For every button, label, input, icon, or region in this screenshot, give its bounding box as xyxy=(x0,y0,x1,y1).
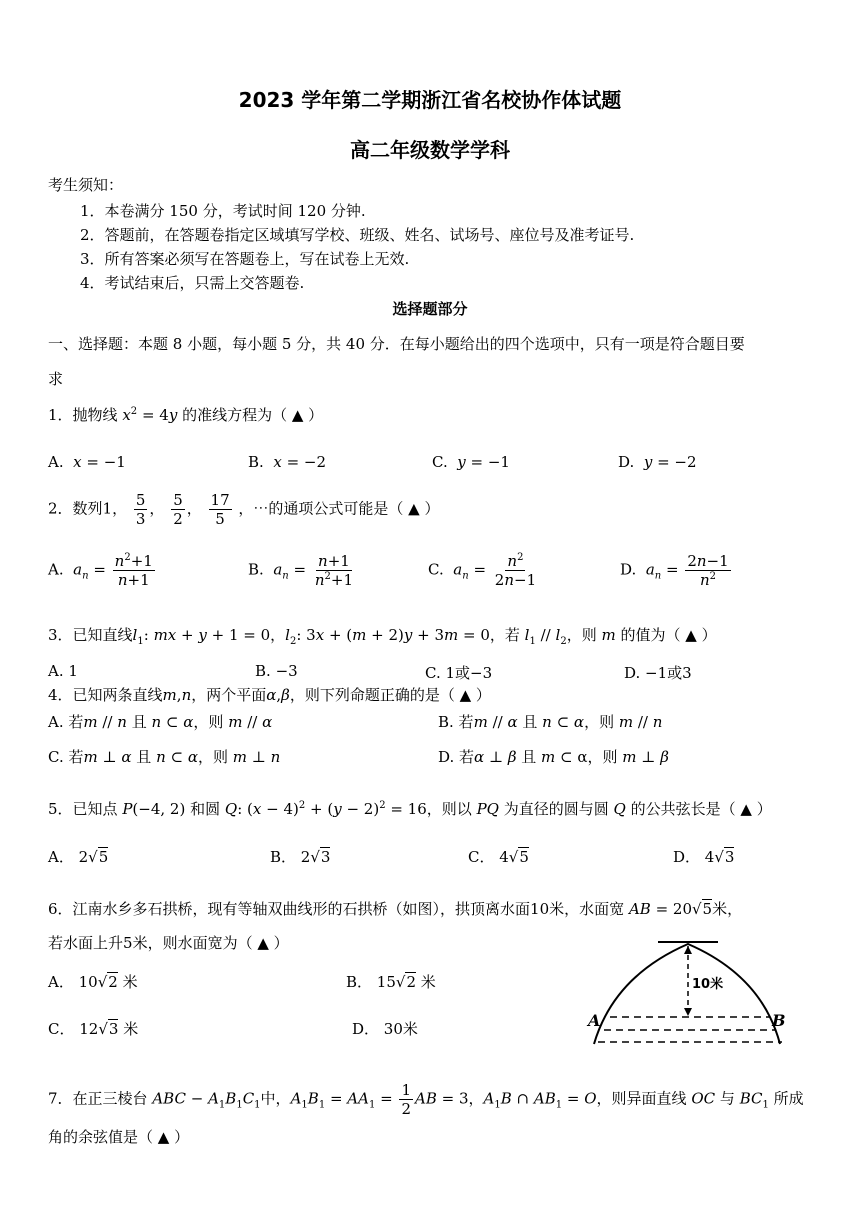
arch-curve xyxy=(594,944,780,1044)
notice-heading: 考生须知： xyxy=(48,176,124,194)
q1-option-c: C. y = −1 xyxy=(432,453,510,471)
q6-option-a: A． 10√2 米 xyxy=(48,973,138,991)
question-3: 3．已知直线$l_1$: mx + y + 1 = 0，$l_2$: 3x + (m + 2)y + 3m = 0，若 $l_1 // l_2$，则 m 的值为（ ▲ ） xyxy=(48,626,717,647)
question-7-cont: 角的余弦值是（ ▲ ） xyxy=(48,1128,190,1146)
point-a-label: A xyxy=(588,1011,601,1030)
q1-option-d: D. y = −2 xyxy=(618,453,697,471)
question-6-cont: 若水面上升5米，则水面宽为（ ▲ ） xyxy=(48,934,289,952)
question-4: 4．已知两条直线m,n，两个平面α,β，则下列命题正确的是（ ▲ ） xyxy=(48,686,491,704)
q3-option-c: C. 1或−3 xyxy=(425,664,493,682)
notice-item: 4．考试结束后，只需上交答题卷. xyxy=(80,274,305,292)
q4-option-b: B. 若m // α 且 n ⊂ α，则 m // n xyxy=(438,713,663,731)
q3-option-b: B. −3 xyxy=(255,662,298,680)
arch-bridge-figure xyxy=(580,936,800,1048)
q4-option-c: C. 若m ⊥ α 且 n ⊂ α，则 m ⊥ n xyxy=(48,748,281,766)
question-1: 1．抛物线 $x^2 = 4y$ 的准线方程为（ ▲ ） xyxy=(48,406,324,424)
exam-subtitle: 高二年级数学学科 xyxy=(350,138,510,162)
q5-option-a: A． 2√5 xyxy=(48,848,109,866)
q1-option-a: A. x = −1 xyxy=(48,453,126,471)
q1-option-b: B. x = −2 xyxy=(248,453,327,471)
q5-option-b: B． 2√3 xyxy=(270,848,331,866)
q5-option-c: C． 4√5 xyxy=(468,848,529,866)
section-intro: 一、选择题：本题 8 小题，每小题 5 分，共 40 分．在每小题给出的四个选项中，只有一项是符合题目要 xyxy=(48,335,745,353)
q2-option-c: C. $a_n$ = $\frac{n^2}{2n-1}$ xyxy=(428,552,537,589)
arrow-up-icon xyxy=(684,946,692,954)
q2-option-a: A. $a_n$ = $\frac{n^2+1}{n+1}$ xyxy=(48,552,153,589)
q4-option-d: D. 若α ⊥ β 且 m ⊂ α，则 m ⊥ β xyxy=(438,748,669,766)
height-label: 10米 xyxy=(692,977,724,992)
section-title: 选择题部分 xyxy=(392,300,468,318)
exam-title: 2023 学年第二学期浙江省名校协作体试题 xyxy=(238,88,622,112)
arrow-down-icon xyxy=(684,1008,692,1016)
point-b-label: B xyxy=(772,1011,786,1030)
notice-item: 1．本卷满分 150 分，考试时间 120 分钟. xyxy=(80,202,366,220)
question-5: 5．已知点 P(−4, 2) 和圆 Q: $(x - 4)^2 + (y - 2)^2 = 16$，则以 PQ 为直径的圆与圆 Q 的公共弦长是（ ▲ ） xyxy=(48,800,772,818)
q5-option-d: D． 4√3 xyxy=(673,848,735,866)
q3-option-d: D. −1或3 xyxy=(624,664,692,682)
q6-option-d: D． 30米 xyxy=(352,1020,418,1038)
notice-item: 3．所有答案必须写在答题卷上，写在试卷上无效. xyxy=(80,250,410,268)
q6-option-b: B． 15√2 米 xyxy=(346,973,436,991)
notice-item: 2．答题前，在答题卷指定区域填写学校、班级、姓名、试场号、座位号及准考证号. xyxy=(80,226,635,244)
q2-option-d: D. $a_n$ = $\frac{2n-1}{n^2}$ xyxy=(620,552,729,589)
question-2: 2．数列1， $\frac{5}{3}$ ， $\frac{5}{2}$ ， $\frac{17}{5}$ ，⋯的通项公式可能是（ ▲ ） xyxy=(48,491,440,528)
section-intro-cont: 求 xyxy=(48,370,64,388)
question-6: 6．江南水乡多石拱桥，现有等轴双曲线形的石拱桥（如图），拱顶离水面10米，水面宽 AB = 20√5米， xyxy=(48,900,743,918)
q6-option-c: C． 12√3 米 xyxy=(48,1020,139,1038)
question-7: 7．在正三棱台 ABC − $A_1B_1C_1$中，$A_1B_1 = AA_1$ = $\frac{1}{2}$ AB = 3，$A_1B$ ∩ $AB_1 = O$，则异面直线 OC 与 $BC_1$ 所成 xyxy=(48,1081,804,1118)
q3-option-a: A. 1 xyxy=(48,662,78,680)
q4-option-a: A. 若m // n 且 n ⊂ α，则 m // α xyxy=(48,713,273,731)
q2-option-b: B. $a_n$ = $\frac{n+1}{n^2+1}$ xyxy=(248,552,354,589)
